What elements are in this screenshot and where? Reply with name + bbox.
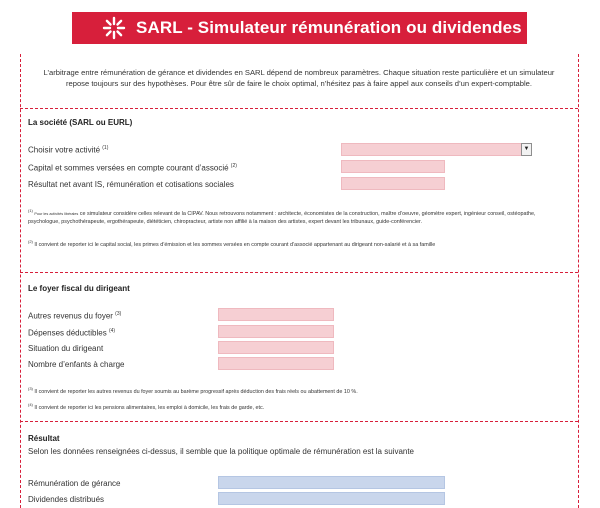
activite-select[interactable] (341, 143, 532, 156)
sunburst-logo-icon (102, 16, 126, 40)
divider (20, 272, 578, 273)
resultat-subtitle: Selon les données renseignées ci-dessus, il semble que la politique optimale de rémunération est la suivante (28, 447, 415, 456)
right-border (578, 54, 579, 508)
footnote-1: $^{(1)}$ Pour les activités libérales ce simulateur considère celles relevant de la CIPAV. Nous retrouvons notamment : architecte, économistes de la construction, maître d’oeuvre, géomètre expert, ingénieur conseil, ostéopathe, psychologue, psychothérapeute, ergothérapeute, diététicien, chiropracteur, artiste non affilié à la maison des artistes, expert devant les tribunaux, guide-conférencier. (28, 208, 536, 225)
depenses-input[interactable] (218, 325, 334, 338)
section-title-foyer: Le foyer fiscal du dirigeant (28, 284, 130, 293)
activite-label: Choisir votre activité $^{(1)}$ (28, 145, 109, 155)
divider (20, 108, 578, 109)
enfants-label: Nombre d’enfants à charge (28, 360, 125, 369)
autres-revenus-label: Autres revenus du foyer $^{(3)}$ (28, 311, 122, 321)
footnote-3: $^{(3)}$ Il convient de reporter les autres revenus du foyer soumis au barème progressif après déduction des frais réels ou abattement de 10 %. (28, 386, 358, 395)
capital-input[interactable] (341, 160, 445, 173)
situation-select[interactable] (218, 341, 334, 354)
remuneration-output (218, 476, 445, 489)
section-title-societe: La société (SARL ou EURL) (28, 118, 133, 127)
chevron-down-icon[interactable]: ▼ (521, 143, 532, 156)
section-title-resultat: Résultat (28, 434, 60, 443)
left-border (20, 54, 21, 508)
header-banner (72, 12, 527, 44)
dividendes-output (218, 492, 445, 505)
depenses-label: Dépenses déductibles $^{(4)}$ (28, 328, 116, 338)
intro-text: L’arbitrage entre rémunération de gérance et dividendes en SARL dépend de nombreux paramètres. Chaque situation reste particulière et un simulateur repose toujours sur des hypothèses. Pour être sûr de faire le choix optimal, n’hésitez pas à faire appel aux conseils d’un expert-comptable. (43, 68, 555, 88)
resultat-net-input[interactable] (341, 177, 445, 190)
divider (20, 421, 578, 422)
page-title: SARL - Simulateur rémunération ou dividendes (136, 18, 522, 37)
resultat-net-label: Résultat net avant IS, rémunération et cotisations sociales (28, 180, 234, 189)
footnote-2: $^{(2)}$ Il convient de reporter ici le capital social, les primes d’émission et les sommes versées en compte courant d’associé appartenant au dirigeant non-salarié et à sa famille (28, 239, 436, 248)
remuneration-label: Rémunération de gérance (28, 479, 121, 488)
autres-revenus-input[interactable] (218, 308, 334, 321)
enfants-input[interactable] (218, 357, 334, 370)
footnote-4: $^{(4)}$ Il convient de reporter ici les pensions alimentaires, les emploi à domicile, les frais de garde, etc. (28, 402, 265, 411)
situation-label: Situation du dirigeant (28, 344, 104, 353)
capital-label: Capital et sommes versées en compte courant d’associé $^{(2)}$ (28, 163, 237, 173)
dividendes-label: Dividendes distribués (28, 495, 105, 504)
